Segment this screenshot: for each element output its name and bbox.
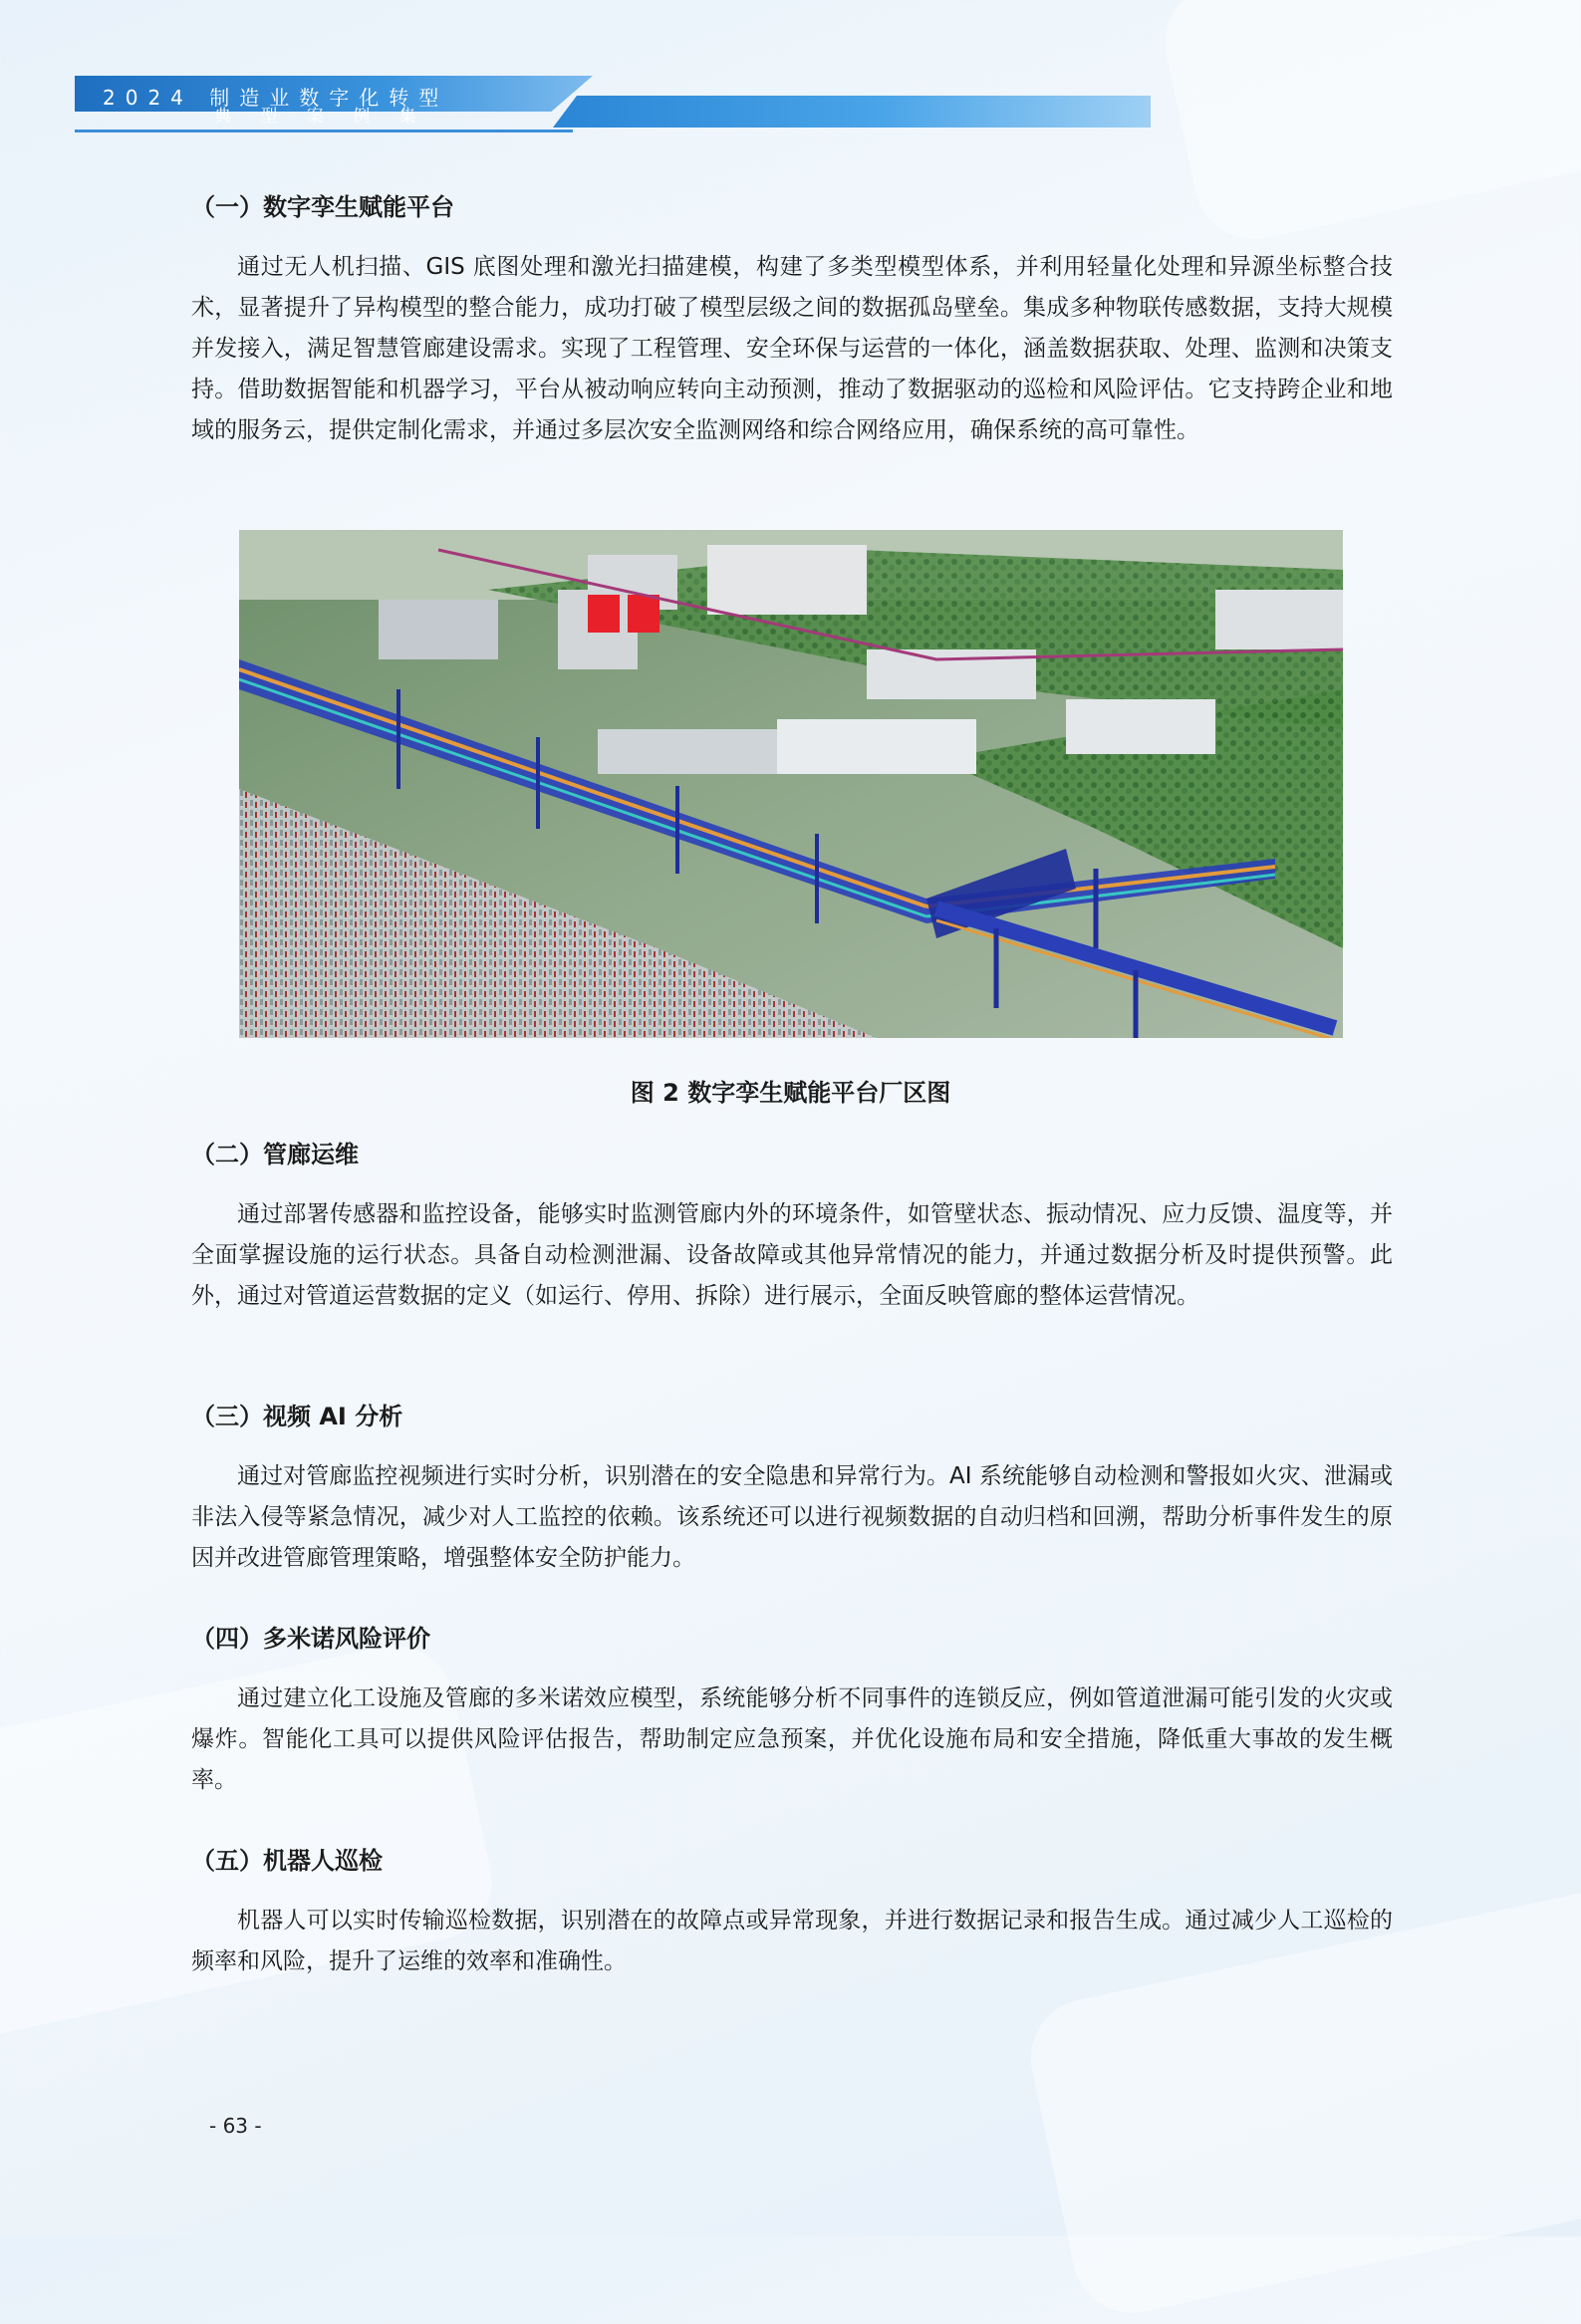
section-2 — [191, 1137, 1393, 1317]
section-paragraph: 通过部署传感器和监控设备，能够实时监测管廊内外的环境条件，如管壁状态、振动情况、应力反馈、温度等，并全面掌握设施的运行状态。具备自动检测泄漏、设备故障或其他异常情况的能力，并通过数据分析及时提供预警。此外，通过对管道运营数据的定义（如运行、停用、拆除）进行展示，全面反映管廊的整体运营情况。 — [191, 1201, 1393, 1309]
section-paragraph: 通过无人机扫描、GIS 底图处理和激光扫描建模，构建了多类型模型体系，并利用轻量化处理和异源坐标整合技术，显著提升了异构模型的整合能力，成功打破了模型层级之间的数据孤岛壁垒。集成多种物联传感数据，支持大规模并发接入，满足智慧管廊建设需求。实现了工程管理、安全环保与运营的一体化，涵盖数据获取、处理、监测和决策支持。借助数据智能和机器学习，平台从被动响应转向主动预测，推动了数据驱动的巡检和风险评估。它支持跨企业和地域的服务云，提供定制化需求，并通过多层次安全监测网络和综合网络应用，确保系统的高可靠性。 — [191, 254, 1393, 443]
building — [1215, 590, 1343, 649]
building — [777, 719, 976, 774]
building — [598, 729, 777, 774]
section-heading: （三）视频 AI 分析 — [191, 1403, 403, 1430]
section-paragraph: 通过对管廊监控视频进行实时分析，识别潜在的安全隐患和异常行为。AI 系统能够自动检测和警报如火灾、泄漏或非法入侵等紧急情况，减少对人工监控的依赖。该系统还可以进行视频数据的自动归档和回溯，帮助分析事件发生的原因并改进管廊管理策略，增强整体安全防护能力。 — [191, 1463, 1393, 1571]
section-heading: （四）多米诺风险评价 — [191, 1625, 430, 1653]
header-underline — [75, 129, 573, 132]
header-series-title: 2024 制造业数字化转型 — [103, 86, 449, 110]
section-heading: （五）机器人巡检 — [191, 1847, 383, 1875]
section-5 — [191, 1843, 1393, 1982]
section-3 — [191, 1399, 1393, 1579]
building — [379, 600, 498, 659]
red-marker — [588, 595, 620, 633]
plant-area-rendering-image — [239, 530, 1343, 1038]
section-heading: （二）管廊运维 — [191, 1141, 359, 1168]
header-subtitle: 典 型 案 例 集 — [214, 107, 428, 127]
building — [707, 545, 867, 615]
section-paragraph: 机器人可以实时传输巡检数据，识别潜在的故障点或异常现象，并进行数据记录和报告生成。通过减少人工巡检的频率和风险，提升了运维的效率和准确性。 — [191, 1908, 1393, 1974]
page-header — [75, 72, 1161, 141]
page-number: - 63 - — [209, 2114, 262, 2138]
red-marker — [628, 595, 659, 633]
figure-caption: 图 2 数字孪生赋能平台厂区图 — [630, 1079, 951, 1107]
section-4 — [191, 1621, 1393, 1801]
header-banner-right — [553, 96, 1151, 128]
section-heading: （一）数字孪生赋能平台 — [191, 193, 454, 221]
building — [1066, 699, 1215, 754]
section-1 — [191, 189, 1393, 451]
section-paragraph: 通过建立化工设施及管廊的多米诺效应模型，系统能够分析不同事件的连锁反应，例如管道泄漏可能引发的火灾或爆炸。智能化工具可以提供风险评估报告，帮助制定应急预案，并优化设施布局和安全措施，降低重大事故的发生概率。 — [191, 1685, 1393, 1793]
